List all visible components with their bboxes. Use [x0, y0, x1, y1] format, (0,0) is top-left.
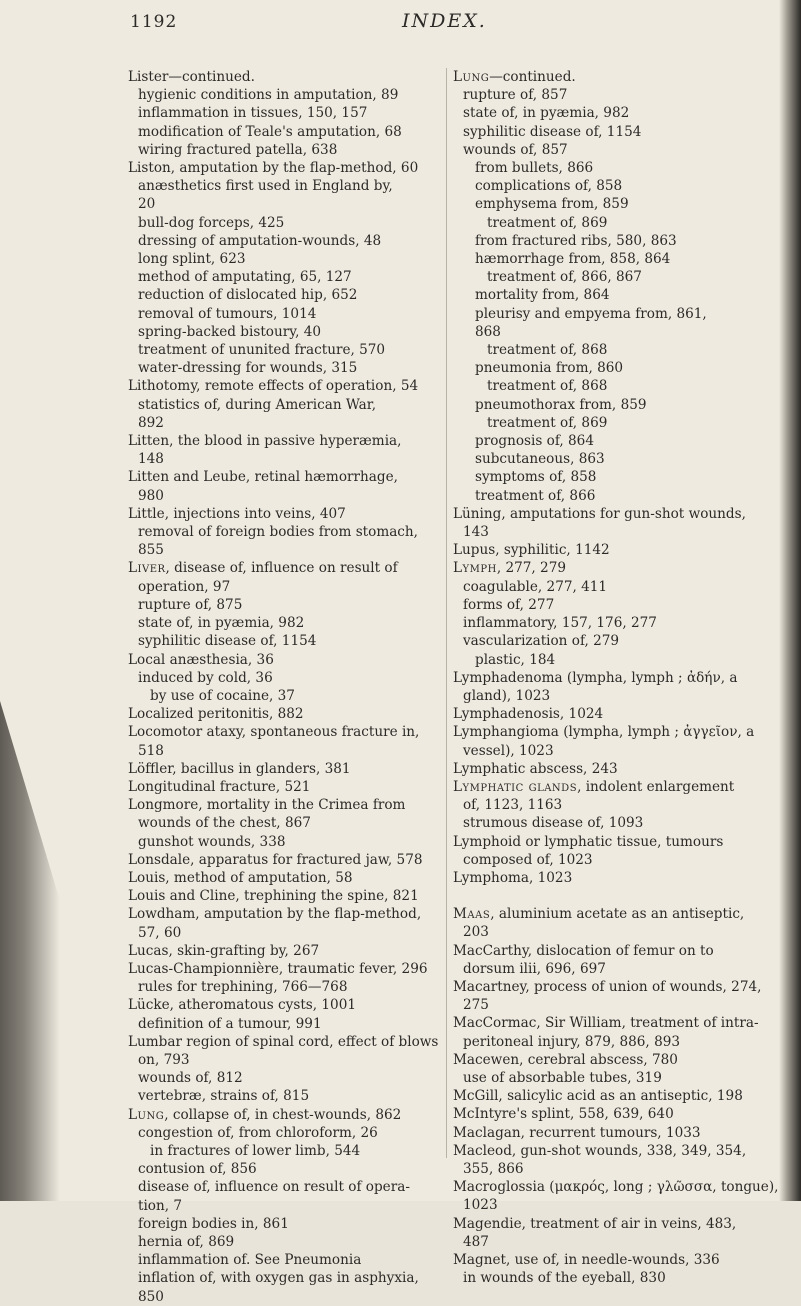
index-entry: dorsum ilii, 696, 697 — [463, 960, 606, 977]
index-entry: MacCormac, Sir William, treatment of intra- — [453, 1015, 759, 1032]
index-entry: spring-backed bistoury, 40 — [138, 323, 322, 340]
index-entry: Magnet, use of, in needle-wounds, 336 — [453, 1252, 720, 1268]
index-entry: Lupus, syphilitic, 1142 — [453, 542, 610, 559]
index-entry: hygienic conditions in amputation, 89 — [138, 87, 399, 104]
index-entry: treatment of, 866, 867 — [487, 269, 642, 286]
index-entry: from fractured ribs, 580, 863 — [475, 232, 677, 249]
index-entry: reduction of dislocated hip, 652 — [138, 287, 358, 304]
index-entry: Liver, disease of, influence on result of — [128, 560, 398, 577]
index-entry: 143 — [463, 524, 489, 541]
index-entry: 518 — [138, 742, 164, 759]
index-column-left — [128, 68, 440, 1306]
index-entry: hernia of, 869 — [138, 1234, 235, 1250]
index-entry: definition of a tumour, 991 — [138, 1015, 322, 1032]
index-entry: of, 1123, 1163 — [463, 797, 563, 814]
index-entry: Local anæsthesia, 36 — [128, 651, 274, 668]
index-entry: rupture of, 857 — [463, 87, 568, 104]
index-entry: Macartney, process of union of wounds, 274, — [453, 978, 762, 995]
index-entry: rupture of, 875 — [138, 596, 243, 613]
index-entry: Louis, method of amputation, 58 — [128, 869, 353, 886]
index-entry: treatment of ununited fracture, 570 — [138, 342, 386, 359]
index-entry: wounds of, 812 — [138, 1070, 243, 1087]
index-entry: hæmorrhage from, 858, 864 — [475, 251, 671, 268]
page-shadow-left — [0, 701, 60, 1201]
index-entry: foreign bodies in, 861 — [138, 1215, 289, 1232]
index-entry: rules for trephining, 766—768 — [138, 979, 348, 996]
index-entry: dressing of amputation-wounds, 48 — [138, 232, 382, 249]
index-entry: in fractures of lower limb, 544 — [150, 1142, 361, 1159]
index-entry: Litten and Leube, retinal hæmorrhage, — [128, 469, 398, 486]
index-entry: inflammatory, 157, 176, 277 — [463, 615, 657, 632]
index-entry: coagulable, 277, 411 — [463, 578, 608, 595]
index-entry: 1023 — [463, 1197, 498, 1214]
index-entry: statistics of, during American War, — [138, 396, 377, 413]
index-entry: Lung, collapse of, in chest-wounds, 862 — [128, 1106, 402, 1123]
index-entry: anæsthetics first used in England by, — [138, 178, 393, 195]
index-entry: MacCarthy, dislocation of femur on to — [453, 942, 714, 959]
index-entry: pleurisy and empyema from, 861, — [475, 305, 707, 322]
index-entry: Maas, aluminium acetate as an antiseptic, — [453, 906, 745, 923]
index-entry: pneumothorax from, 859 — [475, 396, 647, 413]
index-entry: Lymphadenoma (lympha, lymph ; ἀδήν, a — [453, 669, 738, 686]
index-entry: Little, injections into veins, 407 — [128, 505, 346, 522]
index-entry: Lister—continued. — [128, 69, 255, 85]
index-entry: vascularization of, 279 — [463, 633, 620, 650]
index-entry: treatment of, 869 — [487, 214, 608, 231]
index-entry: Litten, the blood in passive hyperæmia, — [128, 433, 402, 450]
index-entry: forms of, 277 — [463, 596, 555, 613]
index-entry: state of, in pyæmia, 982 — [463, 105, 630, 122]
index-entry: 20 — [138, 196, 156, 213]
index-entry: Lucas-Championnière, traumatic fever, 296 — [128, 960, 428, 977]
index-entry: Localized peritonitis, 882 — [128, 706, 304, 723]
index-entry: strumous disease of, 1093 — [463, 815, 644, 832]
index-entry: Macroglossia (μακρός, long ; γλῶσσα, tongue), — [453, 1179, 779, 1196]
index-entry: operation, 97 — [138, 578, 231, 595]
index-entry: Lymphatic abscess, 243 — [453, 760, 618, 777]
index-entry: water-dressing for wounds, 315 — [138, 360, 358, 377]
index-entry: modification of Teale's amputation, 68 — [138, 123, 402, 140]
index-entry: use of absorbable tubes, 319 — [463, 1069, 662, 1086]
index-entry: Macewen, cerebral abscess, 780 — [453, 1051, 678, 1068]
index-entry: Lücke, atheromatous cysts, 1001 — [128, 997, 357, 1014]
index-entry: Lithotomy, remote effects of operation, 54 — [128, 378, 419, 395]
index-entry: Lymphadenosis, 1024 — [453, 706, 604, 723]
index-entry: 203 — [463, 924, 489, 941]
index-entry: Magendie, treatment of air in veins, 483, — [453, 1215, 737, 1232]
index-entry: 355, 866 — [463, 1160, 524, 1177]
index-entry: mortality from, 864 — [475, 287, 610, 304]
index-entry: Lymphatic glands, indolent enlargement — [453, 778, 735, 795]
index-entry: disease of, influence on result of opera- — [138, 1179, 410, 1196]
index-entry: pneumonia from, 860 — [475, 360, 624, 377]
index-entry: Lung—continued. — [453, 69, 576, 85]
index-entry: McIntyre's splint, 558, 639, 640 — [453, 1106, 674, 1123]
column-divider — [446, 68, 447, 1158]
index-entry: treatment of, 869 — [487, 414, 608, 431]
index-entry: vessel), 1023 — [463, 742, 554, 759]
index-entry: state of, in pyæmia, 982 — [138, 615, 305, 632]
index-entry: gunshot wounds, 338 — [138, 833, 286, 850]
index-entry: Lymphangioma (lympha, lymph ; ἀγγεῖον, a — [453, 724, 755, 741]
index-entry: long splint, 623 — [138, 251, 246, 268]
index-entry: 868 — [475, 323, 501, 340]
index-entry: treatment of, 866 — [475, 487, 596, 504]
index-entry: Locomotor ataxy, spontaneous fracture in, — [128, 724, 420, 741]
index-entry: emphysema from, 859 — [475, 196, 629, 213]
index-entry: McGill, salicylic acid as an antiseptic, 198 — [453, 1088, 743, 1105]
index-entry: Longmore, mortality in the Crimea from — [128, 797, 406, 814]
index-entry: Lowdham, amputation by the flap-method, — [128, 906, 422, 923]
running-title: INDEX. — [402, 10, 487, 32]
index-entry: Lymphoma, 1023 — [453, 869, 573, 886]
index-entry: tion, 7 — [138, 1197, 183, 1214]
index-entry: 855 — [138, 542, 164, 559]
index-entry: Lymphoid or lymphatic tissue, tumours — [453, 833, 724, 850]
index-entry: 487 — [463, 1233, 489, 1250]
index-entry: treatment of, 868 — [487, 378, 608, 395]
index-entry: gland), 1023 — [463, 687, 551, 704]
index-entry: removal of foreign bodies from stomach, — [138, 524, 418, 541]
index-entry: 850 — [138, 1288, 164, 1305]
index-entry: Lonsdale, apparatus for fractured jaw, 578 — [128, 851, 423, 868]
index-entry: contusion of, 856 — [138, 1161, 257, 1178]
page-header — [130, 6, 730, 36]
index-entry: wounds of, 857 — [463, 141, 568, 158]
index-entry: removal of tumours, 1014 — [138, 305, 317, 322]
index-entry: congestion of, from chloroform, 26 — [138, 1124, 378, 1141]
index-entry: bull-dog forceps, 425 — [138, 214, 285, 231]
index-entry: 275 — [463, 997, 489, 1014]
index-entry: 980 — [138, 487, 164, 504]
index-entry: Macleod, gun-shot wounds, 338, 349, 354, — [453, 1142, 747, 1159]
index-entry: Lumbar region of spinal cord, effect of blows — [128, 1033, 439, 1050]
index-entry: Louis and Cline, trephining the spine, 821 — [128, 888, 419, 905]
index-entry: inflammation in tissues, 150, 157 — [138, 105, 368, 122]
index-entry: complications of, 858 — [475, 178, 623, 195]
index-entry: 148 — [138, 451, 164, 468]
index-column-right — [453, 68, 779, 1287]
index-entry: 57, 60 — [138, 924, 182, 941]
index-entry: inflation of, with oxygen gas in asphyxia, — [138, 1270, 419, 1287]
index-entry: subcutaneous, 863 — [475, 451, 605, 468]
index-entry: Maclagan, recurrent tumours, 1033 — [453, 1124, 701, 1141]
index-entry: Longitudinal fracture, 521 — [128, 778, 311, 795]
index-entry: from bullets, 866 — [475, 160, 594, 177]
index-entry: 892 — [138, 414, 164, 431]
index-entry: Lüning, amputations for gun-shot wounds, — [453, 505, 746, 522]
index-entry: peritoneal injury, 879, 886, 893 — [463, 1033, 681, 1050]
index-entry: treatment of, 868 — [487, 342, 608, 359]
index-entry: syphilitic disease of, 1154 — [463, 123, 642, 140]
index-entry: symptoms of, 858 — [475, 469, 597, 486]
index-entry: on, 793 — [138, 1051, 190, 1068]
index-entry: induced by cold, 36 — [138, 669, 273, 686]
index-entry: syphilitic disease of, 1154 — [138, 633, 317, 650]
page-number: 1192 — [130, 12, 178, 32]
index-entry: plastic, 184 — [475, 651, 556, 668]
index-entry: vertebræ, strains of, 815 — [138, 1088, 310, 1105]
index-entry: wounds of the chest, 867 — [138, 815, 311, 832]
index-entry: wiring fractured patella, 638 — [138, 141, 338, 158]
index-entry: prognosis of, 864 — [475, 433, 594, 450]
index-entry: inflammation of. See Pneumonia — [138, 1252, 362, 1269]
index-entry: in wounds of the eyeball, 830 — [463, 1270, 666, 1287]
index-entry: Lymph, 277, 279 — [453, 560, 567, 577]
index-entry: method of amputating, 65, 127 — [138, 269, 352, 286]
page-binding-shadow — [779, 0, 801, 1201]
index-entry: Liston, amputation by the flap-method, 60 — [128, 160, 419, 177]
index-entry: by use of cocaine, 37 — [150, 687, 295, 704]
index-entry: Löffler, bacillus in glanders, 381 — [128, 760, 351, 777]
index-entry: Lucas, skin-grafting by, 267 — [128, 942, 320, 959]
index-entry: composed of, 1023 — [463, 851, 593, 868]
